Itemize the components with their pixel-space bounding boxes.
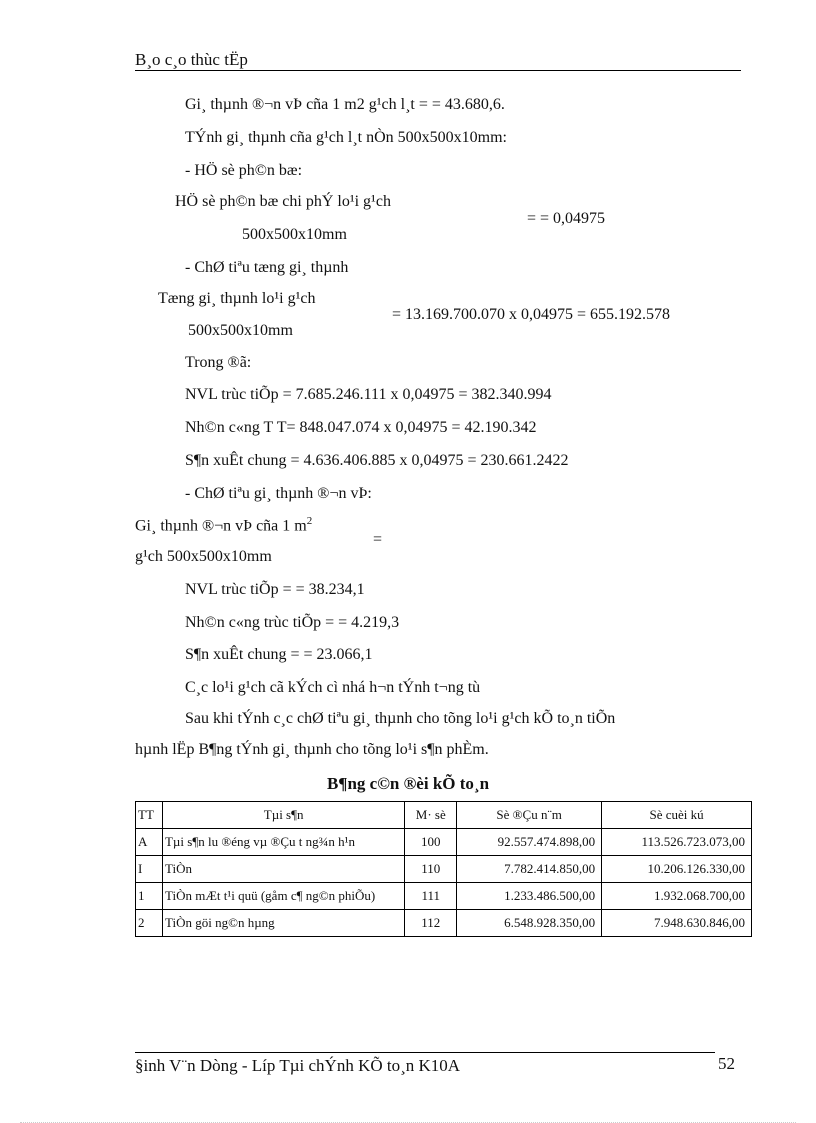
table-cell: Tµi s¶n lu ®éng vµ ®Çu t ng¾n h¹n (162, 829, 404, 856)
balance-sheet-table (135, 801, 752, 937)
table-title: B¶ng c©n ®èi kÕ to¸n (326, 774, 490, 793)
text-line: NVL trùc tiÕp = 7.685.246.111 x 0,04975 = 382.340.994 (185, 386, 552, 403)
table-cell: 1.233.486.500,00 (457, 883, 602, 910)
text-line: Trong ®ã: (185, 354, 252, 371)
table-row (136, 856, 752, 883)
table-cell: 7.782.414.850,00 (457, 856, 602, 883)
table-cell: A (136, 829, 163, 856)
table-cell: 110 (405, 856, 457, 883)
table-cell: I (136, 856, 163, 883)
text-line: HÖ sè ph©n bæ chi phÝ lo¹i g¹ch (175, 193, 391, 210)
table-cell: 10.206.126.330,00 (602, 856, 752, 883)
text-line: S¶n xuÊt chung = 4.636.406.885 x 0,04975 = 230.661.2422 (185, 452, 569, 469)
table-cell: 100 (405, 829, 457, 856)
table-cell: TiÒn mÆt t¹i quü (gåm c¶ ng©n phiÕu) (162, 883, 404, 910)
text-line: Sau khi tÝnh c¸c chØ tiªu gi¸ thµnh cho tõng lo¹i g¹ch kÕ to¸n tiÕn (185, 710, 616, 727)
text-line: Gi¸ thµnh ®¬n vÞ cña 1 $m^2$ (135, 515, 313, 535)
formula-result: = 13.169.700.070 x 0,04975 = 655.192.578 (392, 306, 671, 323)
text-line: hµnh lËp B¶ng tÝnh gi¸ thµnh cho tõng lo¹i s¶n phÈm. (135, 741, 489, 758)
table-cell: TiÒn göi ng©n hµng (162, 910, 404, 937)
text-line: - HÖ sè ph©n bæ: (185, 162, 303, 179)
table-cell: 1 (136, 883, 163, 910)
text-line: S¶n xuÊt chung = = 23.066,1 (185, 646, 373, 663)
text-line: - ChØ tiªu gi¸ thµnh ®¬n vÞ: (185, 485, 372, 502)
text-line: 500x500x10mm (242, 226, 347, 243)
table-cell: 1.932.068.700,00 (602, 883, 752, 910)
table-cell: 113.526.723.073,00 (602, 829, 752, 856)
header-cell: TT (136, 802, 163, 829)
table-cell: 92.557.474.898,00 (457, 829, 602, 856)
table-row (136, 910, 752, 937)
table-cell: 2 (136, 910, 163, 937)
table-header-row (136, 802, 752, 829)
table-cell: 6.548.928.350,00 (457, 910, 602, 937)
table-cell: 7.948.630.846,00 (602, 910, 752, 937)
formula-result: = (373, 531, 383, 548)
text-line: Gi¸ thµnh ®¬n vÞ cña 1 m2 g¹ch l¸t = = 43.680,6. (185, 96, 505, 113)
page-number: 52 (718, 1054, 735, 1073)
table-row (136, 883, 752, 910)
formula-result: = = 0,04975 (527, 210, 606, 227)
header-title: B¸o c¸o thùc tËp (135, 50, 248, 69)
text-line: NVL trùc tiÕp = = 38.234,1 (185, 581, 365, 598)
header-cell: Sè ®Çu n¨m (457, 802, 602, 829)
table-cell: 111 (405, 883, 457, 910)
text-line: TÝnh gi¸ thµnh cña g¹ch l¸t nÒn 500x500x10mm: (185, 129, 507, 146)
text-line: 500x500x10mm (188, 322, 293, 339)
text-line: Nh©n c«ng T T= 848.047.074 x 0,04975 = 42.190.342 (185, 419, 537, 436)
text-line: g¹ch 500x500x10mm (135, 548, 272, 565)
header-cell: Sè cuèi kú (602, 802, 752, 829)
table-cell: 112 (405, 910, 457, 937)
text-line: Nh©n c«ng trùc tiÕp = = 4.219,3 (185, 614, 400, 631)
text-line: - ChØ tiªu tæng gi¸ thµnh (185, 259, 349, 276)
text-line: Tæng gi¸ thµnh lo¹i g¹ch (158, 290, 316, 307)
footer-divider (135, 1052, 715, 1053)
table-cell: TiÒn (162, 856, 404, 883)
table-row (136, 829, 752, 856)
text-line: C¸c lo¹i g¹ch cã kÝch cì nhá h¬n tÝnh t¬ng tù (185, 679, 481, 696)
header-cell: Tµi s¶n (162, 802, 404, 829)
header-divider (135, 70, 741, 71)
header-cell: M· sè (405, 802, 457, 829)
footer-author: §inh V¨n Dòng - Líp Tµi chÝnh KÕ to¸n K10A (135, 1056, 461, 1075)
